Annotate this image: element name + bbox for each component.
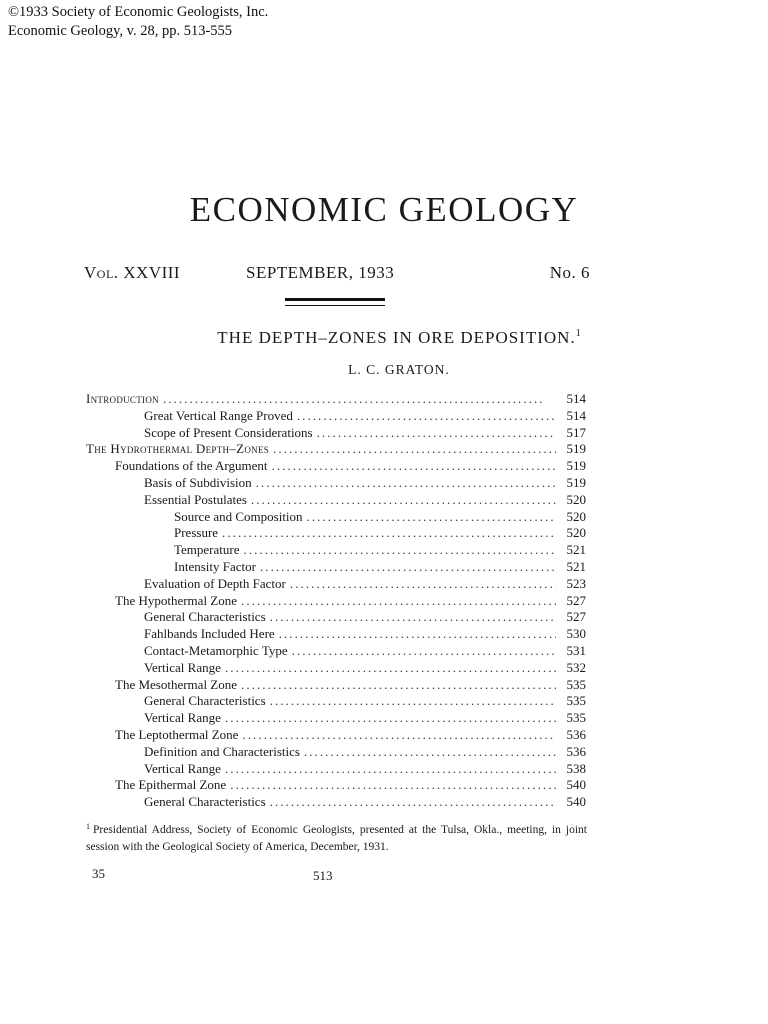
- copyright-line-1: ©1933 Society of Economic Geologists, Inc.: [8, 4, 269, 20]
- toc-entry-page: 531: [566, 642, 586, 658]
- issue-number: No. 6: [549, 263, 590, 282]
- article-author: L. C. GRATON.: [348, 362, 450, 377]
- toc-entry-title: General Characteristics: [144, 609, 266, 625]
- toc-entry-page: 514: [566, 391, 586, 406]
- toc-entry-title: Foundations of the Argument: [115, 458, 268, 474]
- toc-dot-leader: [279, 626, 556, 643]
- toc-entry-title: Vertical Range: [144, 760, 221, 776]
- toc-entry-page: 530: [566, 626, 586, 642]
- toc-entry: [86, 425, 586, 442]
- toc-entry-title: The Leptothermal Zone: [115, 726, 239, 742]
- toc-entry-page: 523: [566, 575, 586, 591]
- toc-entry: [86, 458, 586, 475]
- copyright-line-2: Economic Geology, v. 28, pp. 513-555: [8, 23, 233, 39]
- toc-dot-leader: [241, 677, 556, 694]
- toc-entry-page: 520: [566, 525, 586, 541]
- toc-entry: [86, 693, 586, 710]
- toc-dot-leader: [273, 441, 556, 458]
- toc-entry-page: 519: [566, 474, 586, 490]
- toc-entry-title: Basis of Subdivision: [144, 474, 252, 490]
- toc-entry: [86, 576, 586, 593]
- toc-entry-page: 536: [566, 726, 586, 742]
- toc-dot-leader: [225, 761, 556, 778]
- toc-entry-title: Temperature: [174, 542, 240, 558]
- toc-entry: [86, 542, 586, 559]
- toc-entry-title: Vertical Range: [144, 710, 221, 726]
- toc-entry: [86, 475, 586, 492]
- toc-entry-page: 521: [566, 558, 586, 574]
- toc-entry-page: 519: [566, 458, 586, 474]
- toc-entry-title: Contact-Metamorphic Type: [144, 642, 288, 658]
- toc-entry: [86, 761, 586, 778]
- toc-entry: [86, 593, 586, 610]
- toc-entry-title: Intensity Factor: [174, 558, 256, 574]
- article-title-footnote-mark: 1: [575, 328, 581, 339]
- toc-entry-page: 540: [566, 777, 586, 793]
- toc-entry: [86, 727, 586, 744]
- toc-entry-title: The Hypothermal Zone: [115, 592, 238, 608]
- toc-dot-leader: [225, 710, 556, 727]
- volume-number: Vol. XXVIII: [84, 263, 181, 282]
- table-of-contents: [86, 391, 586, 811]
- toc-entry-title: General Characteristics: [144, 693, 266, 709]
- toc-entry-page: 535: [566, 693, 586, 709]
- toc-entry-page: 519: [566, 441, 586, 457]
- toc-entry-page: 527: [566, 592, 586, 608]
- toc-entry-title: Pressure: [174, 525, 219, 541]
- toc-dot-leader: [270, 794, 556, 811]
- toc-entry-title: The Epithermal Zone: [115, 777, 227, 793]
- toc-entry-title: Definition and Characteristics: [144, 743, 300, 759]
- issue-date: SEPTEMBER, 1933: [246, 263, 395, 282]
- toc-entry-title: Fahlbands Included Here: [144, 626, 275, 642]
- toc-entry: [86, 525, 586, 542]
- toc-entry-title: Essential Postulates: [144, 491, 247, 507]
- toc-entry-title: Introduction: [86, 391, 159, 406]
- toc-entry-title: Scope of Present Considerations: [144, 424, 313, 440]
- toc-entry: [86, 777, 586, 794]
- toc-entry-title: Vertical Range: [144, 659, 221, 675]
- toc-entry-title: Evaluation of Depth Factor: [144, 575, 286, 591]
- signature-mark: 35: [92, 866, 105, 881]
- toc-entry-title: The Hydrothermal Depth–Zones: [86, 441, 270, 457]
- toc-entry: [86, 677, 586, 694]
- toc-dot-leader: [242, 727, 556, 744]
- toc-dot-leader: [230, 777, 556, 794]
- toc-entry: [86, 643, 586, 660]
- article-title-text: THE DEPTH–ZONES IN ORE DEPOSITION.: [217, 328, 576, 347]
- toc-dot-leader: [292, 643, 556, 660]
- toc-dot-leader: [272, 458, 556, 475]
- toc-dot-leader: [304, 744, 556, 761]
- toc-entry-page: 517: [566, 424, 586, 440]
- toc-dot-leader: [244, 542, 557, 559]
- toc-entry-page: 514: [566, 407, 586, 423]
- journal-title: ECONOMIC GEOLOGY: [189, 190, 579, 229]
- toc-entry: [86, 492, 586, 509]
- toc-dot-leader: [270, 609, 556, 626]
- toc-dot-leader: [307, 509, 556, 526]
- toc-entry-title: Source and Composition: [174, 508, 303, 524]
- toc-entry: [86, 391, 586, 408]
- toc-dot-leader: [256, 475, 556, 492]
- toc-dot-leader: [297, 408, 556, 425]
- toc-entry-page: 532: [566, 659, 586, 675]
- footnote: [71, 818, 587, 856]
- title-rule-thick: [285, 298, 385, 301]
- toc-entry-page: 535: [566, 676, 586, 692]
- toc-entry: [86, 559, 586, 576]
- toc-entry: [86, 626, 586, 643]
- toc-entry-page: 536: [566, 743, 586, 759]
- copyright-notice: [8, 3, 268, 41]
- toc-entry-page: 538: [566, 760, 586, 776]
- toc-entry: [86, 441, 586, 458]
- toc-dot-leader: [270, 693, 556, 710]
- toc-dot-leader: [251, 492, 556, 509]
- title-rule-thin: [285, 305, 385, 306]
- toc-entry: [86, 609, 586, 626]
- toc-entry-page: 527: [566, 609, 586, 625]
- toc-dot-leader: [222, 525, 556, 542]
- toc-entry: [86, 408, 586, 425]
- toc-dot-leader: [241, 593, 556, 610]
- toc-entry: [86, 744, 586, 761]
- footnote-mark: 1: [86, 822, 90, 831]
- toc-entry-page: 521: [566, 542, 586, 558]
- toc-entry: [86, 509, 586, 526]
- toc-dot-leader: [163, 391, 556, 408]
- toc-entry-title: General Characteristics: [144, 794, 266, 810]
- toc-entry: [86, 794, 586, 811]
- page-number: 513: [313, 868, 333, 883]
- toc-entry-page: 520: [566, 508, 586, 524]
- toc-dot-leader: [290, 576, 556, 593]
- toc-entry-title: Great Vertical Range Proved: [144, 407, 293, 423]
- toc-entry: [86, 710, 586, 727]
- toc-entry-title: The Mesothermal Zone: [115, 676, 238, 692]
- toc-entry-page: 520: [566, 491, 586, 507]
- article-title: [0, 328, 768, 348]
- toc-dot-leader: [225, 660, 556, 677]
- toc-entry-page: 535: [566, 710, 586, 726]
- toc-dot-leader: [317, 425, 556, 442]
- toc-dot-leader: [260, 559, 556, 576]
- toc-entry: [86, 660, 586, 677]
- footnote-text: Presidential Address, Society of Economic Geologists, presented at the Tulsa, Okla., meeting, in joint session with the Geological Society of America, December, 1931.: [86, 824, 587, 853]
- toc-entry-page: 540: [566, 794, 586, 810]
